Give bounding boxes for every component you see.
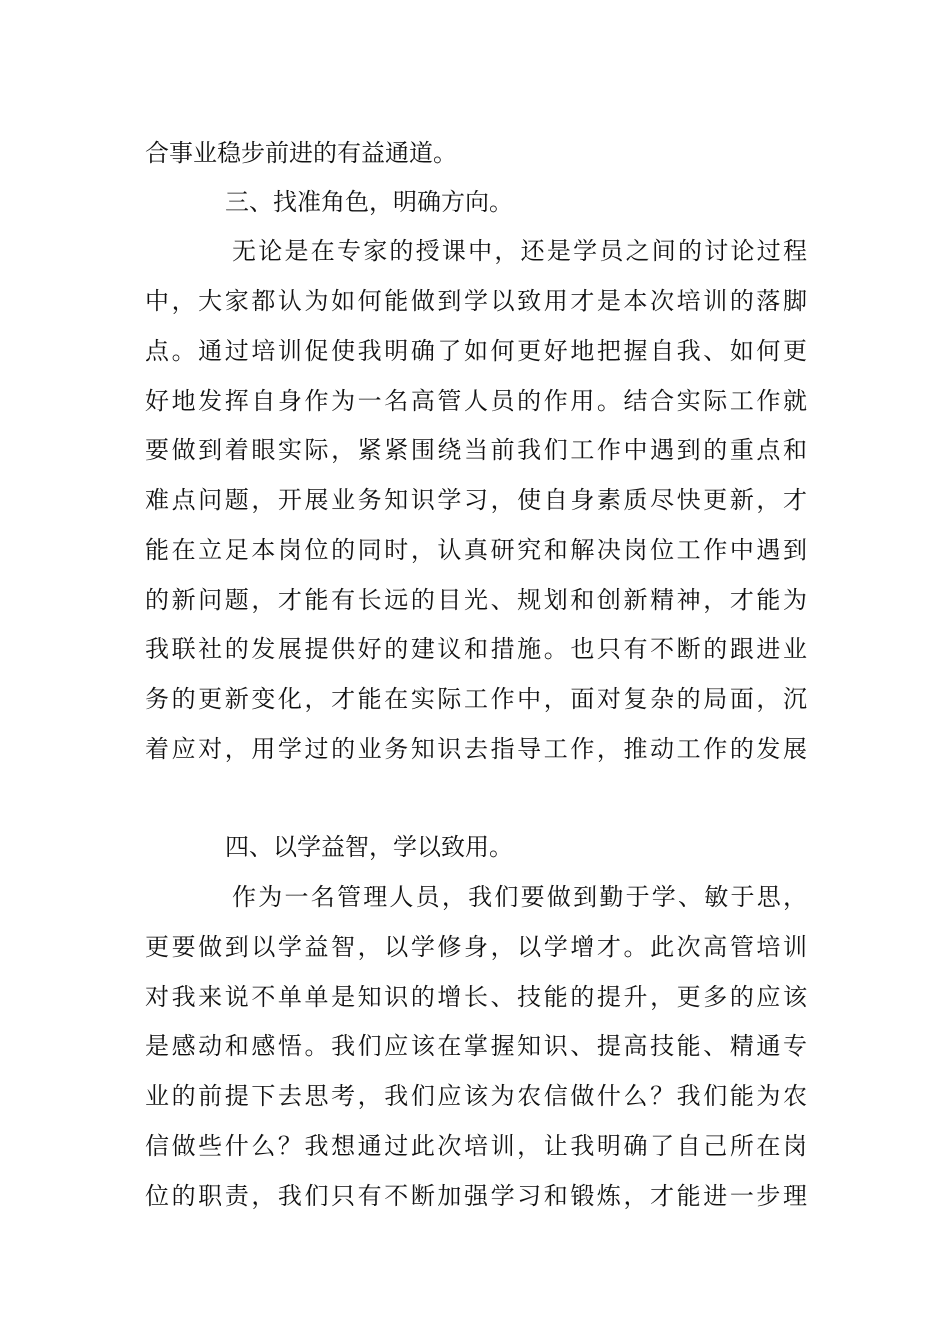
text-line: 位的职责，我们只有不断加强学习和锻炼，才能进一步理 [145,1182,807,1210]
text-line: 点。通过培训促使我明确了如何更好地把握自我、如何更 [145,337,807,365]
text-line: 我联社的发展提供好的建议和措施。也只有不断的跟进业 [145,635,807,663]
text-line: 合事业稳步前进的有益通道。 [145,139,457,167]
text-line: 好地发挥自身作为一名高管人员的作用。结合实际工作就 [145,387,807,415]
text-line: 难点问题，开展业务知识学习，使自身素质尽快更新，才 [145,486,807,514]
text-line: 的新问题，才能有长远的目光、规划和创新精神，才能为 [145,586,807,614]
text-line: 更要做到以学益智，以学修身，以学增才。此次高管培训 [145,933,807,961]
text-line: 信做些什么？我想通过此次培训，让我明确了自己所在岗 [145,1132,807,1160]
text-line: 作为一名管理人员，我们要做到勤于学、敏于思， [232,883,807,911]
text-line: 中，大家都认为如何能做到学以致用才是本次培训的落脚 [145,287,807,315]
text-line: 着应对，用学过的业务知识去指导工作，推动工作的发展 [145,735,807,763]
section-heading-3: 三、找准角色，明确方向。 [225,188,513,216]
text-line: 业的前提下去思考，我们应该为农信做什么？我们能为农 [145,1082,807,1110]
text-line: 是感动和感悟。我们应该在掌握知识、提高技能、精通专 [145,1032,807,1060]
section-heading-4: 四、以学益智，学以致用。 [225,833,513,861]
text-line: 对我来说不单单是知识的增长、技能的提升，更多的应该 [145,983,807,1011]
text-line: 无论是在专家的授课中，还是学员之间的讨论过程 [232,237,807,265]
text-line: 能在立足本岗位的同时，认真研究和解决岗位工作中遇到 [145,536,807,564]
text-line: 务的更新变化，才能在实际工作中，面对复杂的局面，沉 [145,685,807,713]
text-line: 要做到着眼实际，紧紧围绕当前我们工作中遇到的重点和 [145,436,807,464]
